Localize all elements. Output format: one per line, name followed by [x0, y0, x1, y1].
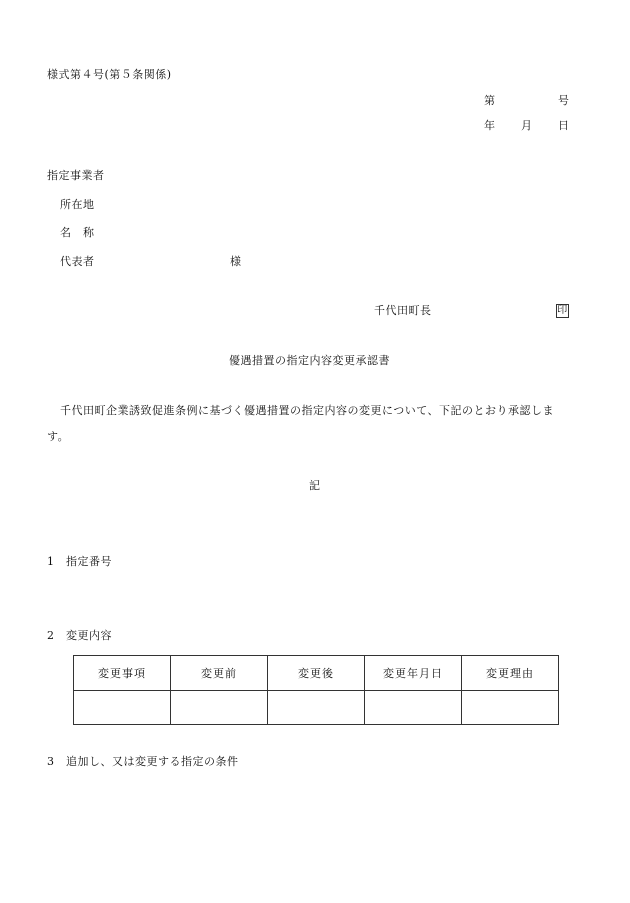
table-row [74, 691, 559, 725]
table-cell [365, 691, 462, 725]
body-line-1: 千代田町企業誘致促進条例に基づく優遇措置の指定内容の変更について、下記のとおり承認しま [60, 404, 555, 417]
representative-label: 代表者 [60, 255, 95, 268]
header-before: 変更前 [171, 656, 268, 691]
honorific: 様 [230, 255, 242, 268]
item-conditions: 3 追加し、又は変更する指定の条件 [47, 755, 239, 768]
number-suffix: 号 [558, 94, 570, 107]
date-day: 日 [558, 119, 570, 132]
item-change-content: 2 変更内容 [47, 629, 112, 642]
header-change-item: 変更事項 [74, 656, 171, 691]
number-prefix: 第 [484, 94, 496, 107]
form-id: 様式第４号(第５条関係) [47, 68, 172, 81]
header-reason: 変更理由 [462, 656, 559, 691]
note-mark: 記 [309, 479, 321, 492]
document-title: 優遇措置の指定内容変更承認書 [229, 354, 390, 367]
table-cell [462, 691, 559, 725]
date-month: 月 [521, 119, 533, 132]
table-cell [268, 691, 365, 725]
recipient-title: 指定事業者 [47, 169, 105, 182]
name-label: 名 称 [60, 226, 95, 239]
table-cell [74, 691, 171, 725]
address-label: 所在地 [60, 198, 95, 211]
body-line-2: す。 [47, 430, 70, 443]
header-change-date: 変更年月日 [365, 656, 462, 691]
issuer-title: 千代田町長 [374, 304, 432, 317]
date-year: 年 [484, 119, 496, 132]
table-header-row [74, 656, 559, 691]
issuer-seal [556, 303, 569, 318]
seal-mark: 印 [557, 305, 568, 316]
change-table [73, 655, 559, 725]
header-after: 変更後 [268, 656, 365, 691]
item-designation-number: 1 指定番号 [47, 555, 112, 568]
table-cell [171, 691, 268, 725]
